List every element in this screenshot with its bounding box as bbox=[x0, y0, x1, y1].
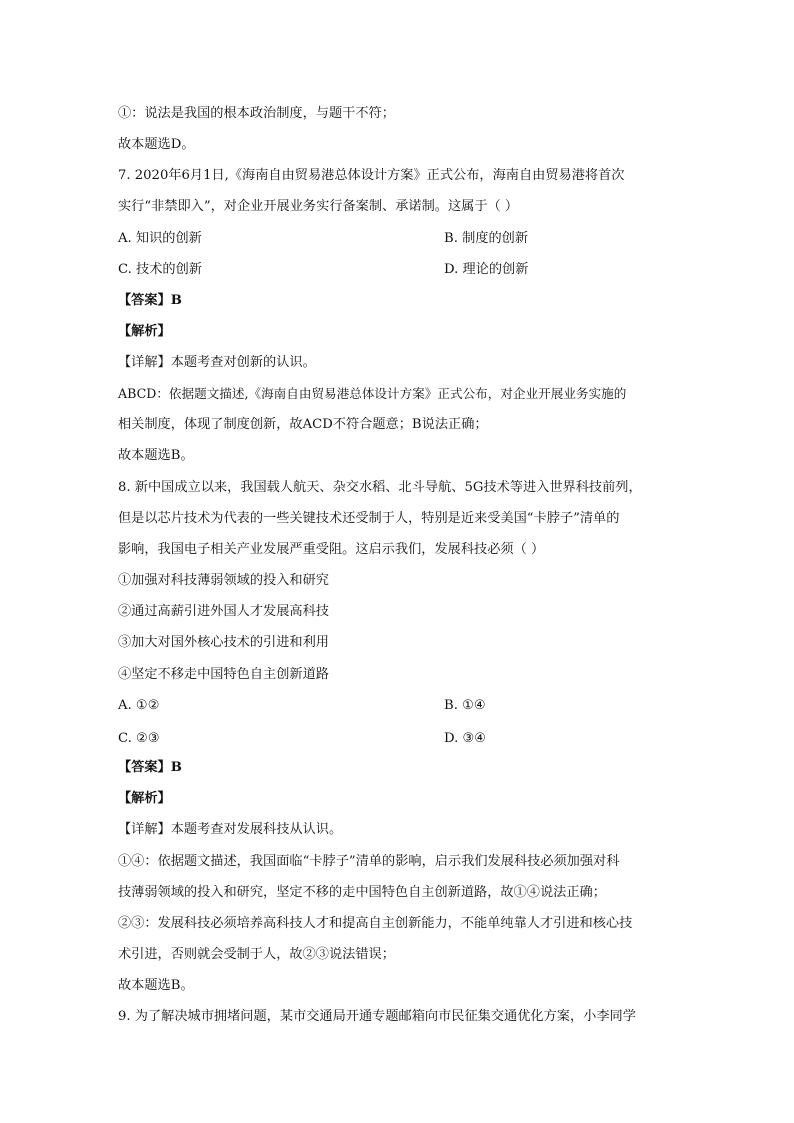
q7-detail-heading: 【详解】本题考查对创新的认识。 bbox=[118, 355, 316, 370]
q7-stem-line-1: 7. 2020年6月1日,《海南自由贸易港总体设计方案》正式公布，海南自由贸易港将首次 bbox=[118, 168, 625, 183]
q7-explanation-line-2: 相关制度，体现了制度创新，故ACD不符合题意；B说法正确； bbox=[118, 417, 488, 432]
q7-stem-line-2: 实行“非禁即入”，对企业开展业务实行备案制、承诺制。这属于（ ） bbox=[118, 199, 519, 214]
q8-option-b: B. ①④ bbox=[444, 698, 486, 713]
q7-option-d: D. 理论的创新 bbox=[444, 262, 529, 277]
q7-explanation-line-1: ABCD：依据题文描述,《海南自由贸易港总体设计方案》正式公布，对企业开展业务实施的 bbox=[118, 386, 627, 401]
q8-stem-line-2: 但是以芯片技术为代表的一些关键技术还受制于人，特别是近来受美国“卡脖子”清单的 bbox=[118, 511, 620, 526]
q8-answer: 【答案】B bbox=[118, 760, 182, 775]
q7-analysis-heading: 【解析】 bbox=[118, 324, 171, 339]
q8-stem-line-3: 影响，我国电子相关产业发展严重受阻。这启示我们，发展科技必须（ ） bbox=[118, 542, 545, 557]
q8-explanation-line-2: 技薄弱领域的投入和研究，坚定不移的走中国特色自主创新道路，故①④说法正确； bbox=[118, 885, 606, 900]
q7-conclusion: 故本题选B。 bbox=[118, 448, 194, 463]
q7-answer: 【答案】B bbox=[118, 293, 182, 308]
q8-statement-3: ③加大对国外核心技术的引进和利用 bbox=[118, 635, 329, 650]
q8-option-a: A. ①② bbox=[118, 698, 160, 713]
q8-statement-2: ②通过高薪引进外国人才发展高科技 bbox=[118, 604, 329, 619]
q6-explanation-line: ①：说法是我国的根本政治制度，与题干不符； bbox=[118, 106, 395, 121]
q6-conclusion: 故本题选D。 bbox=[118, 137, 195, 152]
q8-stem-line-1: 8. 新中国成立以来，我国载人航天、杂交水稻、北斗导航、5G技术等进入世界科技前列， bbox=[118, 480, 642, 495]
q7-option-c: C. 技术的创新 bbox=[118, 262, 202, 277]
q8-detail-heading: 【详解】本题考查对发展科技从认识。 bbox=[118, 822, 343, 837]
q8-analysis-heading: 【解析】 bbox=[118, 791, 171, 806]
q8-conclusion: 故本题选B。 bbox=[118, 978, 194, 993]
q9-stem-line-1: 9. 为了解决城市拥堵问题，某市交通局开通专题邮箱向市民征集交通优化方案，小李同学 bbox=[118, 1009, 636, 1024]
q8-explanation-line-1: ①④：依据题文描述，我国面临“卡脖子”清单的影响，启示我们发展科技必须加强对科 bbox=[118, 854, 620, 869]
q8-explanation-line-4: 术引进，否则就会受制于人，故②③说法错误； bbox=[118, 947, 395, 962]
q8-option-d: D. ③④ bbox=[444, 731, 487, 746]
q7-option-a: A. 知识的创新 bbox=[118, 231, 202, 246]
q8-statement-1: ①加强对科技薄弱领域的投入和研究 bbox=[118, 573, 329, 588]
q8-statement-4: ④坚定不移走中国特色自主创新道路 bbox=[118, 667, 329, 682]
q7-option-b: B. 制度的创新 bbox=[444, 231, 529, 246]
q8-option-c: C. ②③ bbox=[118, 731, 160, 746]
q8-explanation-line-3: ②③：发展科技必须培养高科技人才和提高自主创新能力，不能单纯靠人才引进和核心技 bbox=[118, 916, 633, 931]
